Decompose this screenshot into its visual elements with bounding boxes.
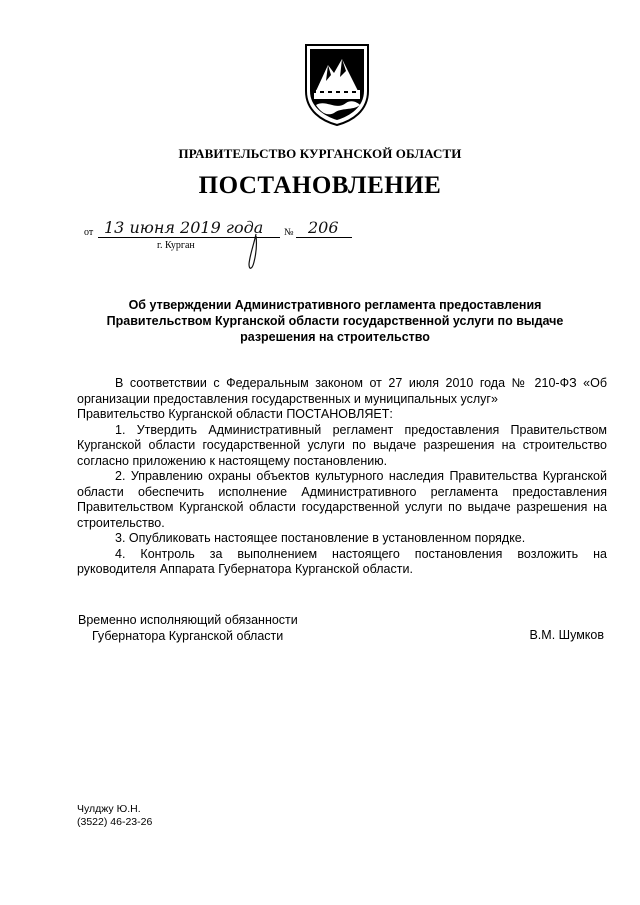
document-body <box>77 376 607 578</box>
city-label: г. Курган <box>157 240 195 251</box>
body-item-2: 2. Управлению охраны объектов культурного наследия Правительства Курганской области обеспечить исполнение Административного регламента предоставления Правительством Курганской области государственной услуги по выдаче разрешения на строительство. <box>77 469 607 530</box>
executor-info <box>77 803 152 829</box>
number-underline <box>296 237 352 238</box>
intro-paragraph: В соответствии с Федеральным законом от 27 июля 2010 года № 210-ФЗ «Об организации предоставления государственных и муниципальных услуг» <box>77 376 607 406</box>
executor-phone: (3522) 46-23-26 <box>77 816 153 828</box>
resolution-clause: Правительство Курганской области ПОСТАНОВЛЯЕТ: <box>77 407 393 421</box>
position-line-2: Губернатора Курганской области <box>92 629 284 643</box>
signer-position <box>78 612 298 644</box>
signer-name: В.М. Шумков <box>529 628 604 642</box>
body-item-1: 1. Утвердить Административный регламент предоставления Правительством Курганской области государственной услуги по выдаче разрешения на строительство согласно приложению к настоящему постановлению. <box>77 422 607 468</box>
body-item-3: 3. Опубликовать настоящее постановление в установленном порядке. <box>115 531 526 545</box>
number-label: № <box>284 227 294 238</box>
body-item-4: 4. Контроль за выполнением настоящего постановления возложить на руководителя Аппарата Губернатора Курганской области. <box>77 546 607 576</box>
executor-name: Чулджу Ю.Н. <box>77 803 141 815</box>
date-from-label: от <box>84 227 94 238</box>
date-number-row <box>84 218 364 272</box>
coat-of-arms-emblem <box>302 41 372 127</box>
government-title: ПРАВИТЕЛЬСТВО КУРГАНСКОЙ ОБЛАСТИ <box>178 146 462 161</box>
subject-line: разрешения на строительство <box>240 330 430 344</box>
handwritten-date: 13 июня 2019 года <box>104 218 264 237</box>
subject-line: Об утверждении Административного регламента предоставления <box>128 298 542 312</box>
subject-line: Правительством Курганской области государственной услуги по выдаче <box>106 314 564 328</box>
handwritten-number: 206 <box>308 218 339 237</box>
handwritten-stroke <box>244 232 264 274</box>
position-line-1: Временно исполняющий обязанности <box>78 613 298 627</box>
document-subject <box>90 297 580 345</box>
document-type-title: ПОСТАНОВЛЕНИЕ <box>198 172 442 199</box>
